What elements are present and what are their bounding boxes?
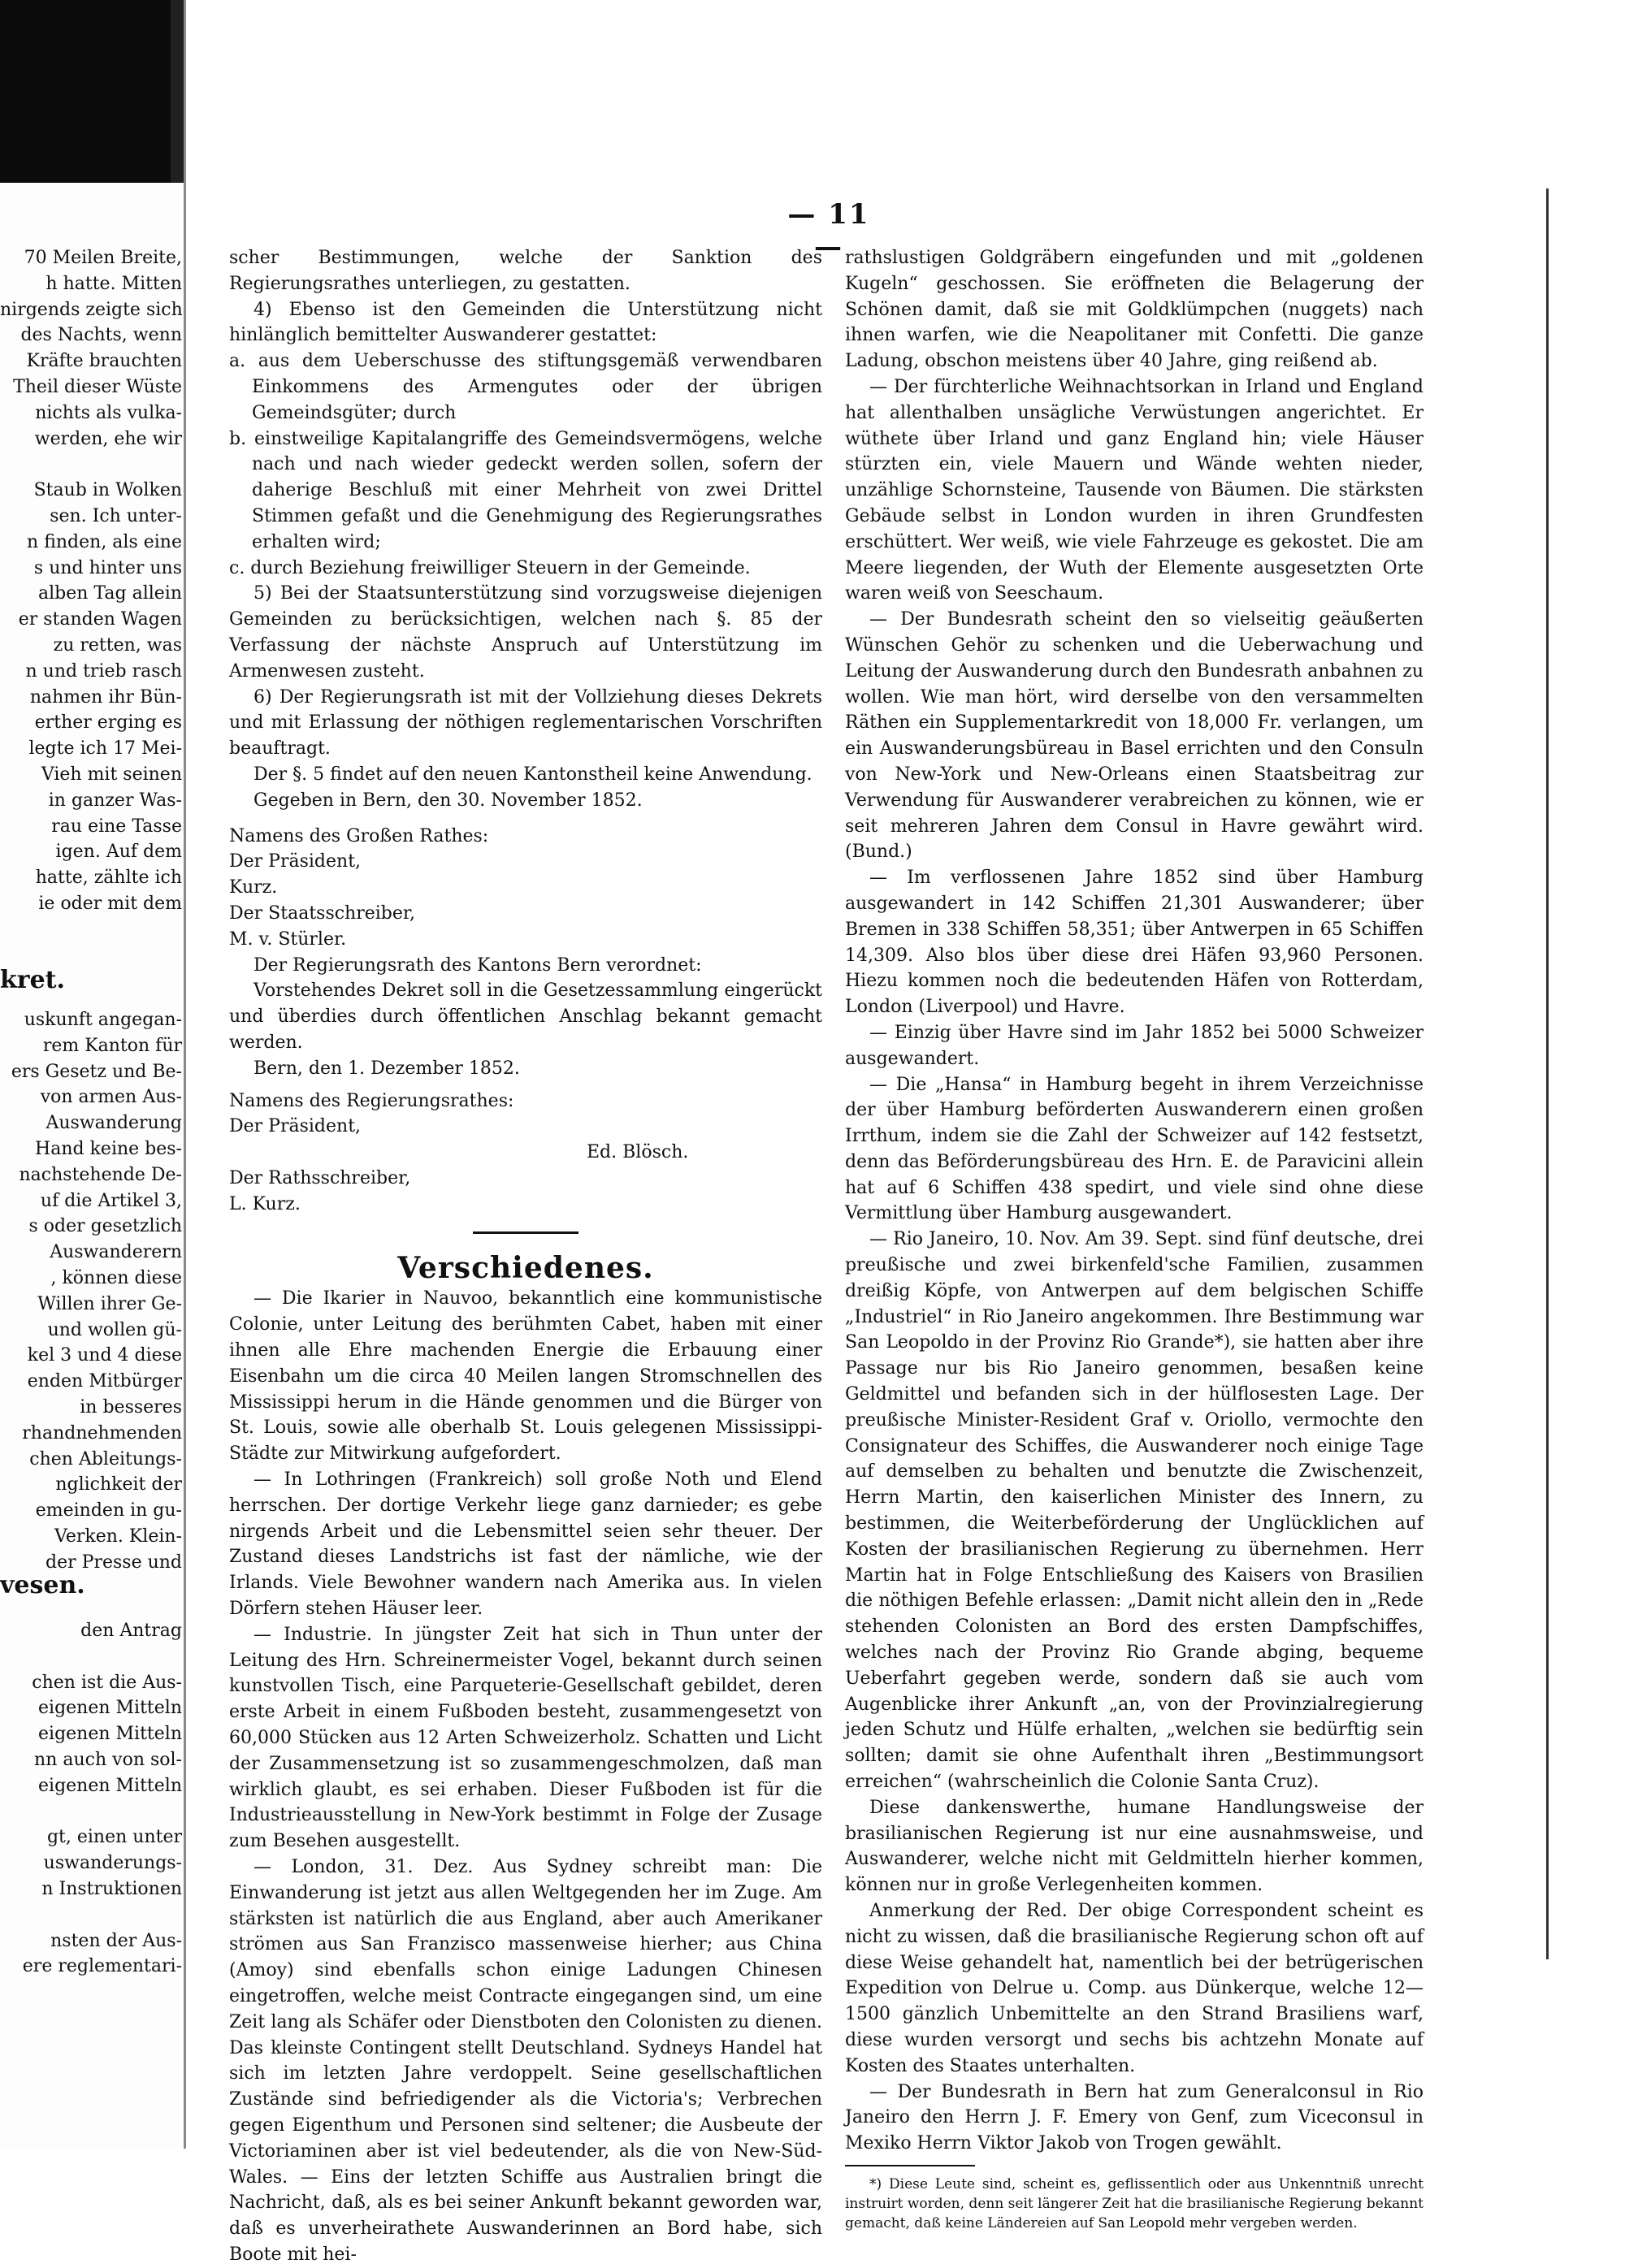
left-fragment-line: werden, ehe wir <box>34 428 182 449</box>
column-2 <box>845 245 1424 2233</box>
left-fragment-line: h hatte. Mitten <box>46 273 182 294</box>
left-fragment-line: sen. Ich unter- <box>50 505 182 526</box>
left-fragment-line: Auswanderung <box>46 1113 182 1134</box>
left-fragment-line: rem Kanton für <box>42 1035 182 1056</box>
news-item: — Einzig über Havre sind im Jahr 1852 bei 5000 Schweizer ausgewandert. <box>845 1022 1424 1069</box>
left-fragment-line: s und hinter uns <box>33 557 182 578</box>
news-item: — In Lothringen (Frankreich) soll große Noth und Elend herrschen. Der dortige Verkehr liege ganz darnieder; es gebe nirgends Arbeit und die Lebensmittel seien sehr theuer. Der Zustand dieses Landstrichs ist fast der nämliche, wie der Irlands. Viele Bewohner wandern nach Amerika aus. In vielen Dörfern stehen Häuser leer. <box>229 1469 822 1620</box>
paragraph: 4) Ebenso ist den Gemeinden die Unterstützung nicht hinlänglich bemittelter Auswanderer gestattet: <box>229 299 822 346</box>
left-fragment-line: ers Gesetz und Be- <box>11 1061 182 1082</box>
news-item: rathslustigen Goldgräbern eingefunden und mit „goldenen Kugeln“ geschossen. Sie eröffneten die Belagerung der Schönen damit, daß sie mit Goldklümpchen (nuggets) nach ihnen warfen, wie die Neapolitaner mit Confetti. Die ganze Ladung, obschon meistens über 40 Jahre, ging reißend ab. <box>845 248 1424 372</box>
news-item: — London, 31. Dez. Aus Sydney schreibt man: Die Einwanderung ist jetzt aus allen Weltgegenden her im Zuge. Am stärksten ist natürlich die aus England, aber auch Amerikaner strömen aus San Franzisco massenweise hierher; aus China (Amoy) sind ebenfalls schon einige Ladungen Chinesen eingetroffen, welche meist Contracte eingegangen sind, um eine Zeit lang als Schäfer oder Dienstboten den Colonisten zu dienen. Das kleinste Contingent stellt Deutschland. Sydneys Handel hat sich im letzten Jahre verdoppelt. Seine gesellschaftlichen Zustände sind befriedigender als die Victoria's; Verbrechen gegen Eigenthum und Personen sind seltener; die Ausbeute der Victoriaminen aber ist viel bedeutender, als die von New-Süd-Wales. — Eins der letzten Schiffe aus Australien bringt die Nachricht, daß, als es bei seiner Ankunft bekannt geworden war, daß es unverheirathete Auswanderinnen an Bord habe, sich Boote mit hei- <box>229 1857 822 2265</box>
left-fragment-line: gt, einen unter <box>46 1827 182 1848</box>
signature-line: Ed. Blösch. <box>587 1142 689 1163</box>
left-fragment-line: in besseres <box>80 1396 182 1418</box>
signature-line: M. v. Stürler. <box>229 928 347 950</box>
list-item: b. einstweilige Kapitalangriffe des Gemeindsvermögens, welche nach und nach wieder gedeckt werden sollen, sofern der daherige Beschluß mit einer Mehrheit von zwei Drittel Stimmen gefaßt und die Genehmigung des Regierungsrathes erhalten wird; <box>229 428 822 552</box>
left-fragment-line: uskunft angegan- <box>24 1010 182 1030</box>
left-fragment-line: eigenen Mitteln <box>38 1698 182 1719</box>
left-fragment-line: nirgends zeigte sich <box>0 299 183 320</box>
news-item: — Industrie. In jüngster Zeit hat sich in Thun unter der Leitung des Hrn. Schreinermeister Vogel, bekannt durch seinen kunstvollen Tisch, eine Parqueterie-Gesellschaft gebildet, deren erste Arbeit in einem Fußboden besteht, zusammengesetzt von 60,000 Stücken aus 12 Arten Schweizerholz. Schatten und Licht der Zusammensetzung ist so zusammengeschmolzen, daß man wirklich glaubt, es sei erhaben. Dieser Fußboden ist für die Industrieausstellung in New-York bestimmt in Folge der Zusage zum Besehen ausgestellt. <box>229 1624 822 1852</box>
left-fragment-line: des Nachts, wenn <box>20 325 182 346</box>
left-page-edge <box>0 0 185 2149</box>
news-item: — Der Bundesrath scheint den so vielseitig geäußerten Wünschen Gehör zu schenken und die Ueberwachung und Leitung der Auswanderung durch den Bundesrath anbahnen zu wollen. Wie man hört, wird derselbe von den versammelten Räthen ein Supplementarkredit von 18,000 Fr. verlangen, um ein Auswanderungsbüreau in Basel errichten und den Consuln von New-York und New-Orleans einen Staatsbeitrag zur Verwendung für Auswanderer verabreichen zu können, wie er seit mehreren Jahren dem Consul in Havre gewährt wird. (Bund.) <box>845 609 1424 863</box>
list-item: a. aus dem Ueberschusse des stiftungsgemäß verwendbaren Einkommens des Armengutes oder der übrigen Gemeindsgüter; durch <box>229 351 822 423</box>
news-item: — Im verflossenen Jahre 1852 sind über Hamburg ausgewandert in 142 Schiffen 21,301 Auswanderer; über Bremen in 338 Schiffen 58,351; über Antwerpen in 65 Schiffen 14,309. Also blos über diese drei Häfen 93,960 Personen. Hiezu kommen noch die bedeutenden Häfen von Rotterdam, London (Liverpool) und Havre. <box>845 868 1424 1018</box>
left-fragment-line: nachstehende De- <box>19 1164 182 1185</box>
column-1 <box>229 245 822 2268</box>
left-fragment-line: alben Tag allein <box>38 583 182 604</box>
left-fragment-line: zu retten, was <box>53 634 182 656</box>
section-heading: Verschiedenes. <box>397 1251 654 1286</box>
left-fragment-line: uf die Artikel 3, <box>40 1190 182 1211</box>
left-fragment-line <box>0 1644 182 1670</box>
dateline: Gegeben in Bern, den 30. November 1852. <box>254 790 643 811</box>
news-item: — Der Bundesrath in Bern hat zum Generalconsul in Rio Janeiro den Herrn J. F. Emery von Genf, zum Viceconsul in Mexiko Herrn Viktor Jakob von Trogen gewählt. <box>845 2081 1424 2154</box>
news-item: — Die Ikarier in Nauvoo, bekanntlich eine kommunistische Colonie, unter Leitung des berühmten Cabet, haben mit einer ihnen alle Ehre machenden Energie die Erbauung einer Eisenbahn um die circa 40 Meilen langen Stromschnellen des Mississippi herum in die Hände genommen und die Bürger von St. Louis, sowie alle oberhalb St. Louis gelegenen Mississippi-Städte zur Mitwirkung aufgefordert. <box>229 1288 822 1465</box>
left-fragment-line: Verken. Klein- <box>54 1526 182 1547</box>
page-number: — 11 — <box>787 198 870 263</box>
signature-line: Der Präsident, <box>229 851 362 872</box>
news-item: — Rio Janeiro, 10. Nov. Am 39. Sept. sind fünf deutsche, drei preußische und zwei birkenfeld'sche Familien, zusammen dreißig Köpfe, von Antwerpen auf dem belgischen Schiffe „Industriel“ in Rio Janeiro angekommen. Ihre Bestimmung war San Leopoldo in der Provinz Rio Grande*), sie hatten aber ihre Passage nur bis Rio Janeiro genommen, besaßen keine Geldmittel und befanden sich in der hülflosesten Lage. Der preußische Minister-Resident Graf v. Oriollo, vermochte den Consignateur des Schiffes, die Auswanderer noch einige Tage auf demselben zu behalten und benutzte die Zwischenzeit, Herrn Martin, den kaiserlichen Minister des Innern, zu bestimmen, die Weiterbeförderung der Unglücklichen auf Kosten der brasilianischen Regierung zu übernehmen. Herr Martin hat in Folge Entschließung des Kaisers von Brasilien die nöthigen Befehle erlassen: „Damit nicht allein den in „Rede stehenden Colonisten an Bord des ersten Dampfschiffes, welches nach der Provinz Rio Grande abging, bequeme Ueberfahrt gegeben werde, sondern daß sie auch vom Augenblicke ihrer Ankunft „an, von der Provinzialregierung jeden Schutz und Hülfe erhalten, „welchen sie bedürftig sein sollten; damit sie ohne Aufenthalt ihren „Bestimmungsort erreichen“ (wahrscheinlich die Colonie Santa Cruz). <box>845 1229 1424 1793</box>
left-fragment-line <box>0 452 182 478</box>
left-fragment-line: n Instruktionen <box>41 1878 182 1899</box>
left-fragment-line: uswanderungs- <box>43 1853 182 1874</box>
left-fragment-line: n finden, als eine <box>27 531 182 552</box>
left-fragment-line: ie oder mit dem <box>38 893 182 914</box>
signature-line: Der Präsident, <box>229 1116 362 1137</box>
left-fragment-block-2 <box>0 1007 182 1576</box>
left-fragment-line: legte ich 17 Mei- <box>28 738 182 760</box>
left-fragment-line: Hand keine bes- <box>35 1138 182 1159</box>
left-fragment-line: hatte, zählte ich <box>35 868 182 889</box>
left-fragment-line: eigenen Mitteln <box>38 1775 182 1796</box>
page-gutter-line <box>184 0 186 2149</box>
left-fragment-block-1 <box>0 245 182 917</box>
page-right-border <box>1546 188 1549 1959</box>
scan-dark-corner <box>0 0 185 183</box>
signature-line: Der Rathsschreiber, <box>229 1167 411 1188</box>
signature-line: Kurz. <box>229 877 278 898</box>
left-fragment-line <box>0 1799 182 1825</box>
left-fragment-line: Theil dieser Wüste <box>13 376 182 397</box>
left-fragment-line: nn auch von sol- <box>34 1749 182 1770</box>
left-fragment-line: emeinden in gu- <box>35 1500 182 1521</box>
left-fragment-line: nsten der Aus- <box>50 1930 182 1951</box>
paragraph: Der §. 5 findet auf den neuen Kantonstheil keine Anwendung. <box>254 764 812 785</box>
left-fragment-line: von armen Aus- <box>40 1087 182 1108</box>
left-fragment-line: in ganzer Was- <box>48 790 182 811</box>
signature-line: Namens des Großen Rathes: <box>229 825 489 846</box>
left-fragment-line: enden Mitbürger <box>27 1371 182 1392</box>
left-fragment-line: igen. Auf dem <box>55 842 182 863</box>
left-fragment-line: nglichkeit der <box>55 1474 182 1495</box>
paragraph: Vorstehendes Dekret soll in die Gesetzessammlung eingerückt und überdies durch öffentlichen Anschlag bekannt gemacht werden. <box>229 980 822 1053</box>
dateline: Bern, den 1. Dezember 1852. <box>254 1058 520 1079</box>
news-item: — Die „Hansa“ in Hamburg begeht in ihrem Verzeichnisse der über Hamburg beförderten Auswanderern einen großen Irrthum, indem sie die Zahl der Schweizer auf 142 festsetzt, denn das Beförderungsbüreau des Hrn. E. de Paravicini allein hat auf 6 Schiffen 438 spedirt, und viele sind ohne diese Vermittlung über Hamburg ausgewandert. <box>845 1074 1424 1224</box>
left-fragment-line: s oder gesetzlich <box>28 1216 182 1237</box>
left-fragment-line: Staub in Wolken <box>33 480 182 501</box>
left-fragment-line: und wollen gü- <box>47 1319 182 1340</box>
signature-line: L. Kurz. <box>229 1193 301 1214</box>
left-fragment-line: n und trieb rasch <box>25 660 182 682</box>
footnote-divider <box>845 2165 975 2166</box>
left-fragment-line: , können diese <box>50 1267 182 1288</box>
left-fragment-line: kel 3 und 4 diese <box>27 1345 182 1366</box>
left-fragment-heading-1: kret. <box>0 966 65 994</box>
left-fragment-heading-2: vesen. <box>0 1571 85 1599</box>
left-fragment-line: eigenen Mitteln <box>38 1724 182 1745</box>
left-fragment-line: nahmen ihr Bün- <box>29 686 182 708</box>
section-divider <box>473 1231 578 1234</box>
left-fragment-line: er standen Wagen <box>18 609 182 630</box>
left-fragment-line <box>0 1902 182 1928</box>
left-fragment-line: Vieh mit seinen <box>41 764 182 785</box>
signature-line: Der Staatsschreiber, <box>229 902 415 924</box>
paragraph: 5) Bei der Staatsunterstützung sind vorzugsweise diejenigen Gemeinden zu berücksichtigen, welchen nach §. 85 der Verfassung der nächste Anspruch auf Unterstützung im Armenwesen zusteht. <box>229 583 822 682</box>
left-fragment-line: Kräfte brauchten <box>26 351 182 372</box>
left-fragment-line: rhandnehmenden <box>22 1422 182 1443</box>
left-fragment-line: rau eine Tasse <box>51 816 182 837</box>
editor-note: Anmerkung der Red. Der obige Correspondent scheint es nicht zu wissen, daß die brasilianische Regierung schon oft auf diese Weise gehandelt hat, namentlich bei der betrügerischen Expedition von Delrue u. Comp. aus Dünkerque, welche 12—1500 gänzlich Unbemittelte an den Strand Brasiliens warf, diese wurden versorgt und sechs bis achtzehn Monate auf Kosten des Staates unterhalten. <box>845 1901 1424 2076</box>
footnote: *) Diese Leute sind, scheint es, geflissentlich oder aus Unkenntniß unrecht instruirt worden, denn seit längerer Zeit hat die brasilianische Regierung bekannt gemacht, daß keine Ländereien auf San Leopold mehr vergeben werden. <box>845 2175 1424 2231</box>
paragraph: scher Bestimmungen, welche der Sanktion des Regierungsrathes unterliegen, zu gestatten. <box>229 248 822 294</box>
left-fragment-line: den Antrag <box>80 1621 182 1641</box>
left-fragment-line: Auswanderern <box>50 1242 182 1263</box>
left-fragment-line: chen ist die Aus- <box>32 1672 182 1693</box>
left-fragment-line: Willen ihrer Ge- <box>37 1293 182 1314</box>
left-fragment-line: der Presse und <box>46 1552 182 1573</box>
news-item: Diese dankenswerthe, humane Handlungsweise der brasilianischen Regierung ist nur eine ausnahmsweise, und Auswanderer, welche nicht mit Geldmitteln hierher kommen, können nur in große Verlegenheiten kommen. <box>845 1797 1424 1896</box>
list-item: c. durch Beziehung freiwilliger Steuern in der Gemeinde. <box>229 557 751 578</box>
news-item: — Der fürchterliche Weihnachtsorkan in Irland und England hat allenthalben unsägliche Verwüstungen angerichtet. Er wüthete über Irland und ganz England hin; viele Häuser stürzten ein, viele Mauern und Wände wehten nieder, unzählige Schornsteine, Tausende von Bäumen. Die stärksten Gebäude selbst in London wurden in ihren Grundfesten erschüttert. Wer weiß, wie viele Fahrzeuge es gekostet. Die am Meere liegenden, der Wuth der Elemente ausgesetzten Orte waren weiß von Seeschaum. <box>845 376 1424 604</box>
paragraph: Der Regierungsrath des Kantons Bern verordnet: <box>254 954 702 976</box>
left-fragment-line: ere reglementari- <box>22 1956 182 1977</box>
left-fragment-line: erther erging es <box>34 712 182 734</box>
left-fragment-line: 70 Meilen Breite, <box>24 248 182 268</box>
left-fragment-block-3 <box>0 1618 182 1980</box>
left-fragment-line: nichts als vulka- <box>35 402 182 423</box>
left-fragment-line: chen Ableitungs- <box>29 1448 182 1469</box>
signature-line: Namens des Regierungsrathes: <box>229 1090 514 1111</box>
paragraph: 6) Der Regierungsrath ist mit der Vollziehung dieses Dekrets und mit Erlassung der nöthigen reglementarischen Vorschriften beauftragt. <box>229 686 822 760</box>
